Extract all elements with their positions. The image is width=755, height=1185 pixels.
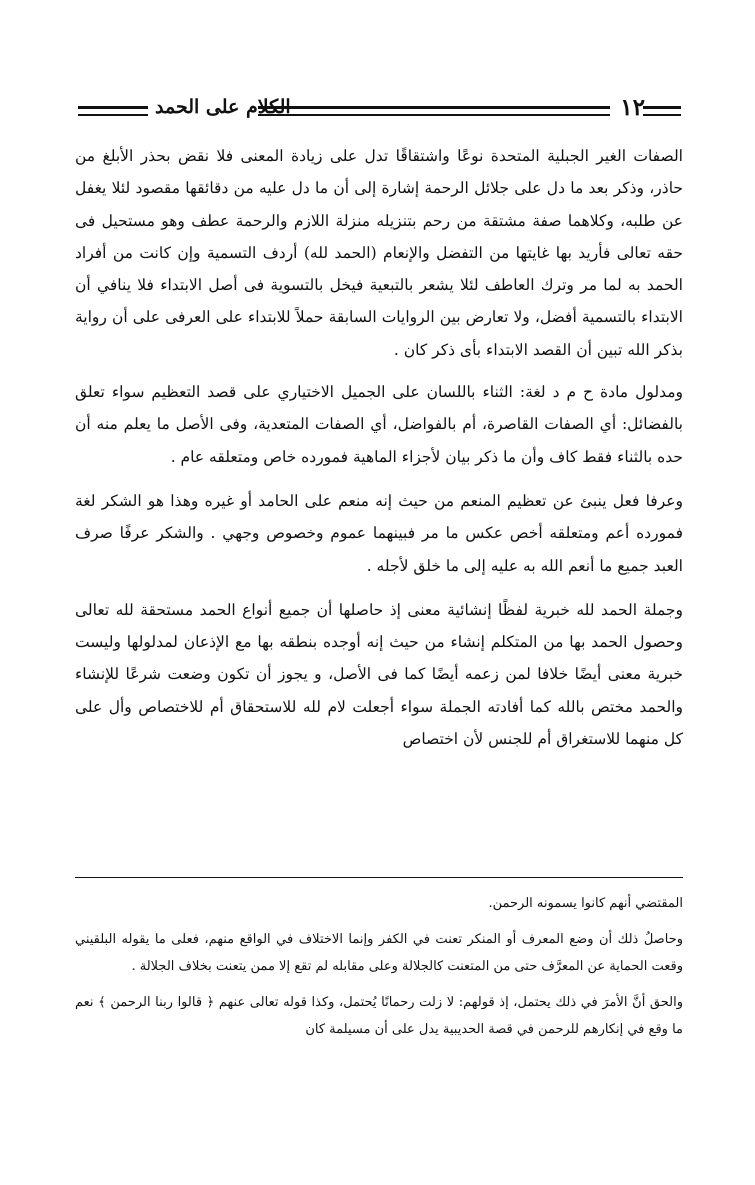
- header-rule-middle-bottom: [258, 114, 610, 116]
- paragraph: الصفات الغير الجبلية المتحدة نوعًا واشتقاقًا تدل على زيادة المعنى فلا نقض بحذر الأبلغ من حاذر، وذكر بعد ما دل على جلائل الرحمة إشارة إلى أن ما دل عليه من دقائقها مقصود لئلا يغفل عن طلبه، وكلاهما صفة مشتقة من رحم بتنزيله منزلة اللازم والرحمة عطف وهو مستحيل فى حقه تعالى فأريد بها غايتها من التفضل والإنعام (الحمد لله) أردف التسمية وإن كانت من أفراد الحمد به لما مر وترك العاطف لئلا يشعر بالتبعية فيخل بالتسوية فى أصل الابتداء فلا ينافي أن الابتداء بالتسمية أفضل، ولا تعارض بين الروايات السابقة حملاً للابتداء على العرفى على أن رواية بذكر الله تبين أن القصد الابتداء بأى ذكر كان .: [75, 147, 683, 359]
- header-rule-right-top: [643, 106, 681, 109]
- header-rule-middle-top: [258, 106, 610, 109]
- footnotes: [75, 890, 683, 1052]
- paragraph: وعرفا فعل ينبئ عن تعظيم المنعم من حيث إنه منعم على الحامد أو غيره وهذا هو الشكر لغة فمورده أعم ومتعلقه أخص عكس ما مر فبينهما عموم وخصوص وجهي . والشكر عرفًا صرف العبد جميع ما أنعم الله به عليه إلى ما خلق لأجله .: [75, 491, 683, 575]
- header-rule-left-bottom: [78, 114, 148, 116]
- main-text: [75, 140, 683, 767]
- header-rule-left-top: [78, 106, 148, 109]
- chapter-title: الكلام على الحمد: [155, 96, 291, 118]
- paragraph: ومدلول مادة ح م د لغة: الثناء باللسان على الجميل الاختياري على قصد التعظيم سواء تعلق بالفضائل: أي الصفات القاصرة، أم بالفواضل، أي الصفات المتعدية، وفى الأصل ما يعلم منه أن حده بالثناء فقط كاف وأن ما ذكر بيان لأجزاء الماهية فمورده خاص ومتعلقه عام .: [75, 383, 683, 466]
- footnote-separator: [75, 877, 683, 878]
- running-header: [75, 90, 685, 130]
- footnote: المقتضي أنهم كانوا يسمونه الرحمن.: [488, 896, 683, 911]
- header-rule-right-bottom: [643, 114, 681, 116]
- footnote: وحاصلُ ذلك أن وضع المعرف أو المنكر تعنت في الكفر وإنما الاختلاف في الواقع منهم، فعلى ما يقوله البلقيني وقعت الحماية عن المعرَّف حتى من المتعنت كالجلالة وعلى مقابله لم تقع إلا ممن يتعنت بخلاف الجلالة .: [75, 931, 683, 974]
- paragraph: وجملة الحمد لله خبرية لفظًا إنشائية معنى إذ حاصلها أن جميع أنواع الحمد مستحقة لله تعالى وحصول الحمد بها من المتكلم إنشاء من حيث إنه أوجده بنطقه بها مع الإذعان لمدلولها وليست خبرية معنى أيضًا خلافا لمن زعمه أيضًا كما فى الأصل، و يجوز أن تكون وضعت شرعًا للإنشاء والحمد مختص بالله كما أفادته الجملة سواء أجعلت لام لله للاستحقاق أم للاختصاص وأل على كل منهما للاستغراق أم للجنس لأن اختصاص: [75, 600, 683, 749]
- footnote: والحق أنَّ الأمرَ في ذلك يحتمل، إذ قولهم: لا زلت رحمانًا يُحتمل، وكذا قوله تعالى عنهم ﴿ قالوا ربنا الرحمن ﴾ نعم ما وقع في إنكارهم للرحمن في قصة الحديبية يدل على أن مسيلمة كان: [75, 994, 683, 1037]
- page-number: ١٢: [620, 94, 645, 121]
